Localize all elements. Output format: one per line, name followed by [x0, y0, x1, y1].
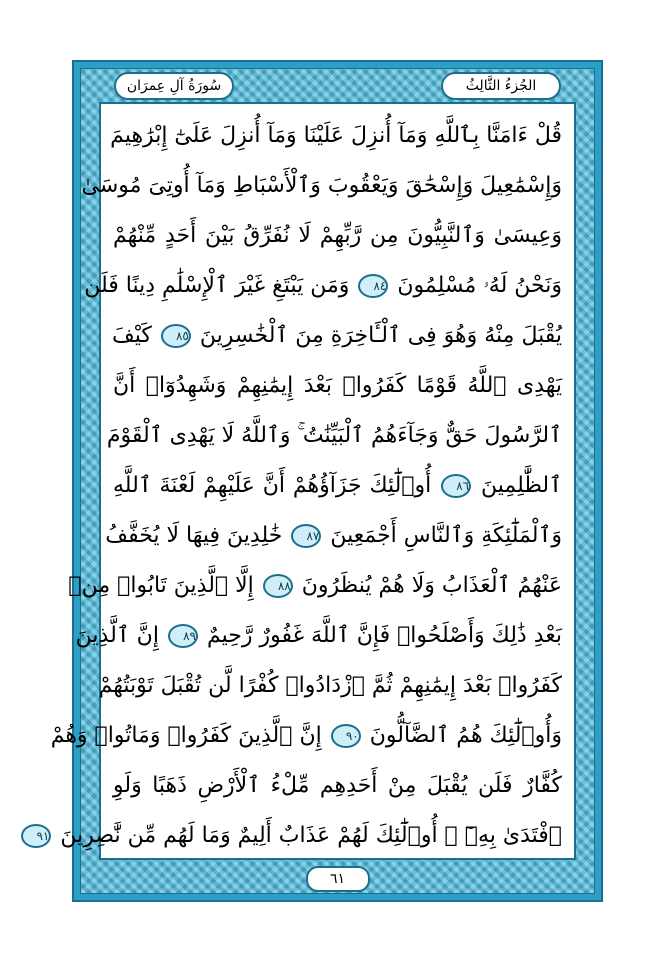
verse-line [106, 416, 562, 466]
line-text: كُفَّارٌ فَلَن يُقْبَلَ مِنْ أَحَدِهِم مِّلْءُ ٱلْأَرْضِ ذَهَبًا وَلَوِ [113, 773, 562, 798]
line-text: كَفَرُوا۟ بَعْدَ إِيمَٰنِهِمْ ثُمَّ ٱزْدَادُوا۟ كُفْرًا لَّن تُقْبَلَ تَوْبَتُهُمْ [98, 673, 562, 698]
line-text: وَنَحْنُ لَهُۥ مُسْلِمُونَ [397, 273, 562, 298]
line-text: يَهْدِى ٱللَّهُ قَوْمًا كَفَرُوا۟ بَعْدَ إِيمَٰنِهِمْ وَشَهِدُوٓا۟ أَنَّ [113, 373, 562, 398]
verse-number-marker: ٨٩ [168, 624, 198, 648]
line-text: عَنْهُمُ ٱلْعَذَابُ وَلَا هُمْ يُنظَرُونَ [301, 573, 562, 598]
page-frame [36, 60, 603, 902]
verse-line [113, 316, 562, 366]
text-panel [36, 102, 576, 860]
verse-number-marker: ٨٤ [358, 274, 388, 298]
verse-line [113, 766, 562, 816]
verse-line [36, 816, 562, 866]
juz-header [441, 72, 561, 100]
line-text: يُقْبَلَ مِنْهُ وَهُوَ فِى ٱلْـَٔاخِرَةِ مِنَ ٱلْخَٰسِرِينَ [199, 323, 562, 348]
line-text: ٱلظَّٰلِمِينَ [480, 473, 562, 498]
verse-line [84, 266, 562, 316]
line-text: إِنَّ ٱلَّذِينَ [75, 623, 159, 648]
line-text: ٱلرَّسُولَ حَقٌّ وَجَآءَهُمُ ٱلْبَيِّنَٰتُ ۚ وَٱللَّهُ لَا يَهْدِى ٱلْقَوْمَ [106, 423, 562, 448]
verse-line [113, 216, 562, 266]
line-text: وَإِسْمَٰعِيلَ وَإِسْحَٰقَ وَيَعْقُوبَ وَٱلْأَسْبَاطِ وَمَآ أُوتِىَ مُوسَىٰ [81, 173, 562, 198]
verse-line [113, 466, 562, 516]
verse-line [110, 116, 562, 166]
quran-text [36, 116, 562, 848]
line-text: وَعِيسَىٰ وَٱلنَّبِيُّونَ مِن رَّبِّهِمْ لَا نُفَرِّقُ بَيْنَ أَحَدٍ مِّنْهُمْ [113, 223, 562, 248]
juz-name: الجُزءُ الثَّالِثُ [465, 78, 537, 94]
verse-number-marker: ٨٥ [161, 324, 191, 348]
verse-number-marker: ٨٧ [291, 524, 321, 548]
verse-line [105, 516, 562, 566]
verse-number-marker: ٩١ [21, 824, 51, 848]
line-text: كَيْفَ [111, 323, 152, 348]
line-text: قُلْ ءَامَنَّا بِٱللَّهِ وَمَآ أُنزِلَ عَلَيْنَا وَمَآ أُنزِلَ عَلَىٰٓ إِبْرَٰهِيمَ [110, 123, 562, 148]
line-text: إِنَّ ٱلَّذِينَ كَفَرُوا۟ وَمَاتُوا۟ وَهُمْ [50, 723, 322, 748]
line-text: أُو۟لَٰٓئِكَ جَزَآؤُهُمْ أَنَّ عَلَيْهِمْ لَعْنَةَ ٱللَّهِ [113, 473, 432, 498]
verse-line [75, 616, 562, 666]
verse-line [98, 666, 562, 716]
surah-name-header [114, 72, 234, 100]
line-text: ٱفْتَدَىٰ بِهِۦٓ ۗ أُو۟لَٰٓئِكَ لَهُمْ عَذَابٌ أَلِيمٌ وَمَا لَهُم مِّن نَّٰصِرِينَ [60, 823, 562, 848]
verse-number-marker: ٨٦ [441, 474, 471, 498]
verse-number-marker: ٨٨ [263, 574, 293, 598]
line-text: وَأُو۟لَٰٓئِكَ هُمُ ٱلضَّآلُّونَ [369, 723, 562, 748]
page-number-text: ٦١ [329, 871, 346, 887]
verse-line [50, 716, 562, 766]
verse-number-marker: ٩٠ [331, 724, 361, 748]
surah-name: سُورَةُ آلِ عِمرَان [126, 78, 222, 94]
line-text: إِلَّا ٱلَّذِينَ تَابُوا۟ مِنۢ [68, 573, 254, 598]
line-text: بَعْدِ ذَٰلِكَ وَأَصْلَحُوا۟ فَإِنَّ ٱللَّهَ غَفُورٌ رَّحِيمٌ [206, 623, 562, 648]
verse-line [68, 566, 562, 616]
line-text: خَٰلِدِينَ فِيهَا لَا يُخَفَّفُ [105, 523, 283, 548]
verse-line [113, 366, 562, 416]
line-text: وَٱلْمَلَٰٓئِكَةِ وَٱلنَّاسِ أَجْمَعِينَ [330, 523, 562, 548]
verse-line [81, 166, 562, 216]
page-number [306, 866, 370, 892]
line-text: وَمَن يَبْتَغِ غَيْرَ ٱلْإِسْلَٰمِ دِينًا فَلَن [84, 273, 350, 298]
